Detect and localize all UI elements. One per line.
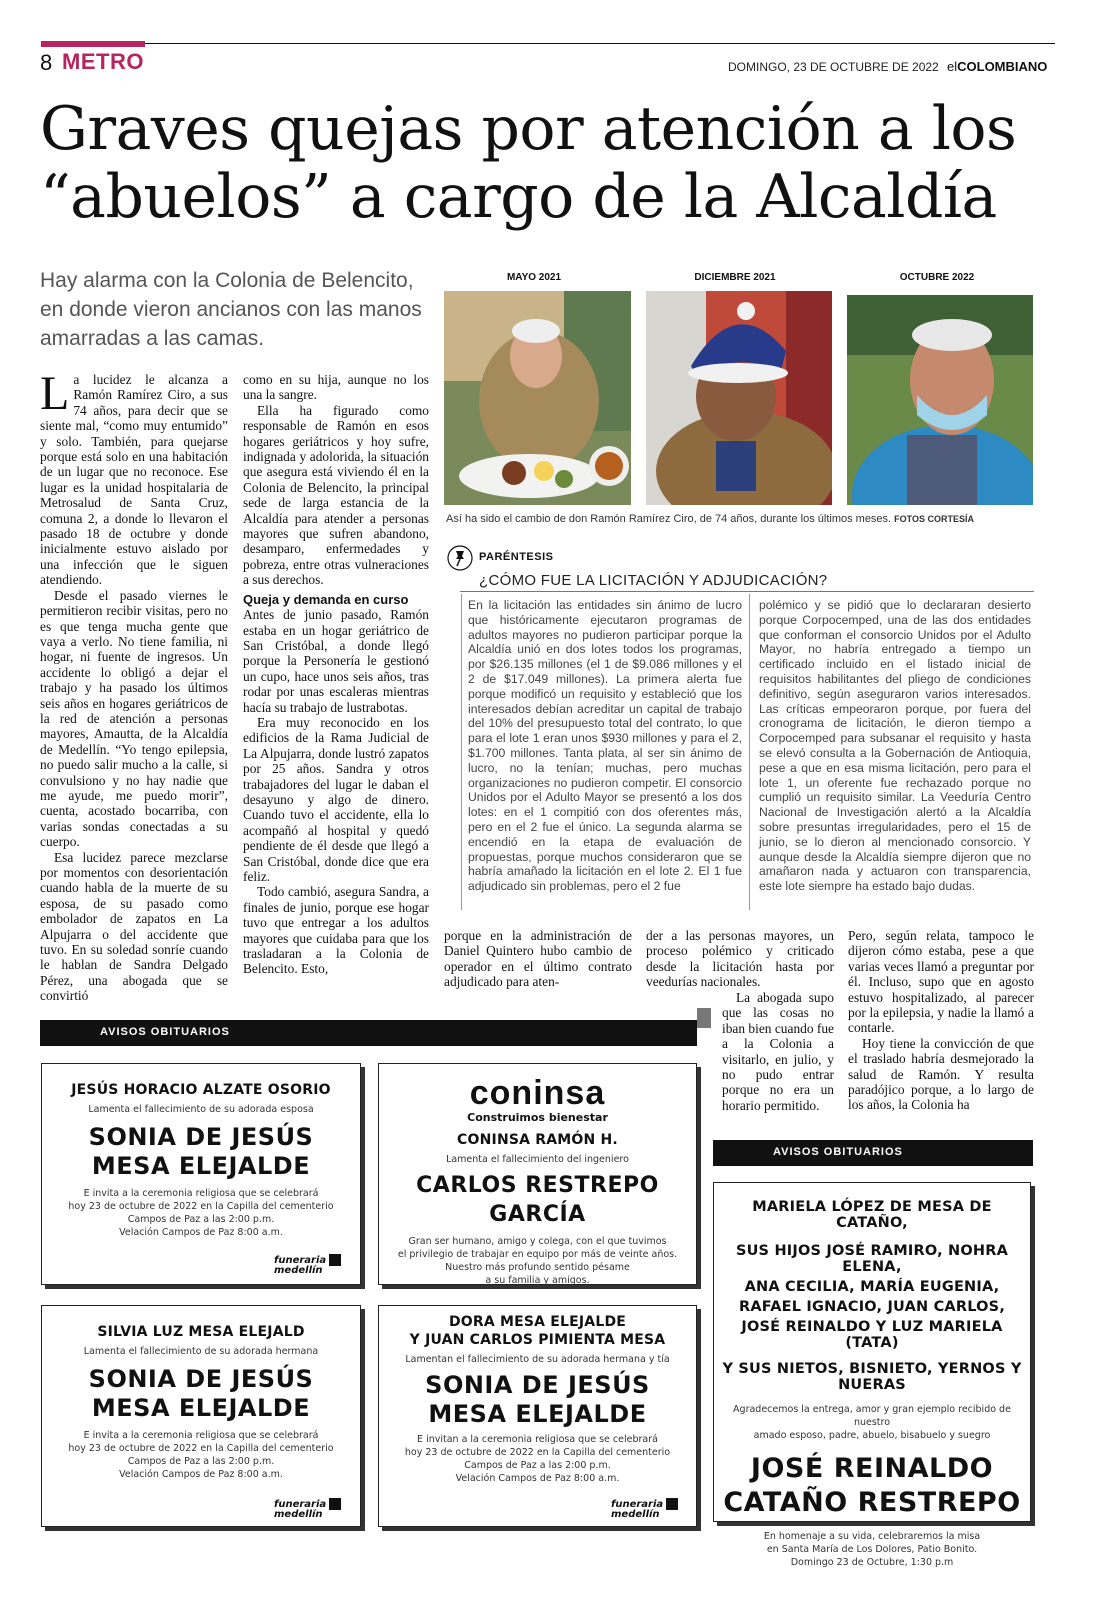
article-column-4-cont [722, 990, 834, 1113]
funeral-home-logo: funeraria medellín [274, 1498, 341, 1520]
drop-cap: L [40, 367, 70, 420]
obituaries-bar: AVISOS OBITUARIOS [40, 1020, 697, 1046]
section-name: METRO [62, 49, 144, 74]
paragraph: porque en la administración de Daniel Quintero hubo cambio de operador en el último contrato adjudicado para aten- [444, 928, 632, 990]
section-accent-bar [41, 41, 145, 47]
deceased-surname: MESA ELEJALDE [91, 1152, 311, 1180]
masthead-name: COLOMBIANO [957, 59, 1048, 74]
photo-credit: FOTOS CORTESÍA [894, 514, 975, 524]
deceased-name: SONIA DE JESÚS [88, 1365, 314, 1393]
paragraph: Desde el pasado viernes le permitieron recibir visitas, pero no es que tenga mucha gente que vaya a verlo. No tiene familia, ni hogar, ni fuente de ingresos. Un accidente lo obligó a dejar el trabajo y ha pasado los últimos seis años en hogares geriátricos de la red de atención a personas mayores, Amautta, de la Alcaldía de Medellín. “Yo tengo epilepsia, no puedo salir mucho a la calle, si convulsiono y no hay nadie que me ayude, me puedo morir”, cuenta, acostado bocarriba, con varias sondas conectadas a su cuerpo. [40, 587, 228, 850]
ad-lament: Lamenta el fallecimiento de su adorada hermana [83, 1346, 319, 1357]
paragraph: Esa lucidez parece mezclarse por momentos con desorientación cuando habla de la muerte de su esposa, de su pasado como embolador de zapatos en La Alpujarra o del accidente que tuvo. En su soledad sonríe cuando le hablan de Sandra Delgado Pérez, una abogada que se convirtió [40, 849, 228, 1004]
ad-sender-2: Y JUAN CARLOS PIMIENTA MESA [409, 1332, 666, 1348]
ad-lament: Lamenta el fallecimiento del ingeniero [446, 1154, 629, 1165]
deceased-name: CARLOS RESTREPO GARCÍA [416, 1173, 659, 1227]
obituary-ad-4: DORA MESA ELEJALDE Y JUAN CARLOS PIMIENTA MESA Lamentan el fallecimiento de su adorada hermana y tía SONIA DE JESÚS MESA ELEJALDE E invitan a la ceremonia religiosa que se celebrará hoy 23 de octubre de 2022 en la Capilla del cementerio Campos de Paz a las 2:00 p.m. Velación Campos de Paz 8:00 a.m. funeraria medellín [378, 1305, 697, 1527]
paragraph: Era muy reconocido en los edificios de la Rama Judicial de La Alpujarra, donde lustró zapatos por 25 años. Sandra y otros trabajadores del lugar le daban el desayuno y algo de dinero. Cuando tuvo el accidente, ella lo acompañó al hospital y quedó pendiente de él desde que llegó a San Cristóbal, donde dice que era feliz. [243, 714, 429, 884]
photo-label: DICIEMBRE 2021 [694, 272, 776, 283]
column-divider [749, 594, 750, 910]
article-column-5 [848, 928, 1034, 1113]
paragraph: Antes de junio pasado, Ramón estaba en un hogar geriátrico de San Cristóbal, a donde llegó porque la Personería le gestionó un cupo, hace unos seis años, tras rodar por unas escaleras mientras hacía su trabajo de lustrabotas. [243, 607, 429, 715]
article-column-4 [646, 928, 834, 990]
subhead: Hay alarma con la Colonia de Belencito, en donde vieron ancianos con las manos amarradas a las camas. [40, 269, 422, 350]
photo-octubre-2022 [847, 295, 1033, 505]
subheading: Queja y demanda en curso [243, 591, 409, 607]
article-column-3 [444, 928, 632, 990]
article-column-1 [40, 367, 228, 1004]
logo-tagline: Construimos bienestar [467, 1111, 608, 1124]
masthead [947, 59, 1047, 74]
obituaries-bar: AVISOS OBITUARIOS [713, 1140, 1033, 1166]
paragraph: La lucidez le alcanza a Ramón Ramírez Ciro, a sus 74 años, para decir que se siente mal, “como muy entumido” y solo. También, para quejarse porque está solo en una habitación de un lugar que no reconoce. Ese lugar es la unidad hospitalaria de Metrosalud de Santa Cruz, comuna 2, a donde lo llevaron el pasado 18 de octubre y donde inicialmente estuvo aislado por una infección que le siguen atendiendo. [40, 367, 228, 588]
deceased-surname: MESA ELEJALDE [428, 1400, 647, 1428]
ad-sender: JESÚS HORACIO ALZATE OSORIO [71, 1082, 331, 1098]
ad-lament: Lamentan el fallecimiento de su adorada hermana y tía [405, 1354, 670, 1365]
box-column-1: En la licitación las entidades sin ánimo de lucro que históricamente ejecutaron programas de adultos mayores no pudieron participar porque la Alcaldía unió en dos lotes todos los programas, por $26.135 millones (el 1 de $9.086 millones y el 2 de $17.049 millones). La primera alerta fue porque modificó un requisito y estableció que los interesados debían acreditar un capital de trabajo del 10% del presupuesto total del contrato, lo que para el lote 1 eran unos $930 millones y para el 2, $1.700 millones. Tanta plata, al ser sin ánimo de lucro, no la tenían; muchas, pero muchas organizaciones no pudieron competir. El consorcio Unidos por el Adulto Mayor se presentó a los dos lotes: en el 1 compitió con dos oferentes más, pero en el 2 fue el único. La segunda alarma se encendió en la etapa de evaluación de propuestas, porque muchos consideraron que se habría amañado la licitación en el lote 2. El 1 fue adjudicado sin problemas, pero el 2 fue [468, 598, 742, 894]
box-title-rule [460, 591, 1034, 592]
ad-sender: SILVIA LUZ MESA ELEJALD [97, 1324, 305, 1340]
article-column-2 [243, 372, 429, 977]
photo-diciembre-2021 [646, 291, 832, 505]
issue-date: DOMINGO, 23 DE OCTUBRE DE 2022 [728, 60, 939, 74]
deceased-name: JOSÉ REINALDO [750, 1453, 994, 1484]
deceased-surname: MESA ELEJALDE [91, 1394, 311, 1422]
box-title: ¿CÓMO FUE LA LICITACIÓN Y ADJUDICACIÓN? [479, 572, 828, 589]
paragraph: Ella ha figurado como responsable de Ramón en esos hogares geriátricos y hoy sufre, indignada y adolorida, la situación que asegura está viviendo él en la Colonia de Belencito, la principal sede de larga estancia de la Alcaldía para atender a personas mayores que sufren abandono, desamparo, enfermedades y pobreza, entre otras vulneraciones a sus derechos. [243, 402, 429, 588]
photo-mayo-2021 [444, 291, 631, 505]
coninsa-logo: coninsa [469, 1074, 606, 1112]
box-column-2: polémico y se pidió que lo declararan desierto porque Corpocemped, una de las dos entidades que conforman el consorcio Unidos por el Adulto Mayor, no habría entregado a tiempo un certificado incluido en el listado inicial de requisitos habilitantes del pliego de condiciones definitivo, según aseguraron varios interesados. Las críticas empeoraron porque, por fuera del cronograma de licitación, le dieron tiempo a Corpocemped para subsanar el requisito y hasta se elevó consulta a la Gobernación de Antioquia, pese a que en esa misma licitación, pero para el lote 1, un oferente fue rechazado porque no cumplió un requisito similar. La Veeduría Centro Nacional de Investigación alertó a la Alcaldía sobre presuntas irregularidades, pero el 15 de junio, se lo dieron al mencionado consorcio. Y aunque desde la Alcaldía siempre dijeron que no amañaron nada y actuaron con transparencia, este lote siempre ha estado bajo dudas. [759, 598, 1031, 894]
ad-sender: CONINSA RAMÓN H. [457, 1132, 618, 1148]
pin-icon [447, 545, 473, 571]
deceased-name: SONIA DE JESÚS [425, 1371, 650, 1399]
obituary-ad-2: coninsa Construimos bienestar CONINSA RAMÓN H. Lamenta el fallecimiento del ingeniero CARLOS RESTREPO GARCÍA Gran ser humano, amigo y colega, con el que tuvimos el privilegio de trabajar en equipo por más de veinte años. Nuestro más profundo sentido pésame a su familia y amigos. [378, 1063, 697, 1285]
ad-sender: DORA MESA ELEJALDE [448, 1314, 627, 1330]
photo-caption: Así ha sido el cambio de don Ramón Ramírez Ciro, de 74 años, durante los últimos meses. FOTOS CORTESÍA [446, 513, 975, 525]
obituary-ad-1: JESÚS HORACIO ALZATE OSORIO Lamenta el fallecimiento de su adorada esposa SONIA DE JESÚS MESA ELEJALDE E invita a la ceremonia religiosa que se celebrará hoy 23 de octubre de 2022 en la Capilla del cementerio Campos de Paz a las 2:00 p.m. Velación Campos de Paz 8:00 a.m. funeraria medellín [41, 1063, 361, 1285]
photo-label: MAYO 2021 [506, 272, 562, 283]
funeral-home-logo: funeraria medellín [611, 1498, 678, 1520]
deceased-surname: CATAÑO RESTREPO [723, 1487, 1021, 1518]
photo-label: OCTUBRE 2022 [899, 272, 975, 283]
obituary-ad-5: MARIELA LÓPEZ DE MESA DE CATAÑO, SUS HIJOS JOSÉ RAMIRO, NOHRA ELENA, ANA CECILIA, MARÍA EUGENIA, RAFAEL IGNACIO, JUAN CARLOS, JOSÉ REINALDO Y LUZ MARIELA (TATA) Y SUS NIETOS, BISNIETO, YERNOS Y NUERAS Agradecemos la entrega, amor y gran ejemplo recibido de nuestro amado esposo, padre, abuelo, bisabuelo y suegro JOSÉ REINALDO CATAÑO RESTREPO En homenaje a su vida, celebraremos la misa en Santa María de Los Dolores, Patio Bonito. Domingo 23 de Octubre, 1:30 p.m [713, 1182, 1031, 1522]
box-tag: PARÉNTESIS [479, 551, 554, 563]
obituary-ad-3: SILVIA LUZ MESA ELEJALD Lamenta el fallecimiento de su adorada hermana SONIA DE JESÚS MESA ELEJALDE E invita a la ceremonia religiosa que se celebrará hoy 23 de octubre de 2022 en la Capilla del cementerio Campos de Paz a las 2:00 p.m. Velación Campos de Paz 8:00 a.m. funeraria medellín [41, 1305, 361, 1527]
bar-shadow [697, 1008, 711, 1028]
masthead-prefix: el [947, 59, 958, 74]
paragraph: Hoy tiene la convicción de que el traslado habría desmejorado la salud de Ramón. Y resulta paradójico porque, a lo largo de los años, la Colonia ha [848, 1035, 1034, 1113]
column-divider [461, 594, 462, 910]
headline: Graves quejas por atención a los “abuelos” a cargo de la Alcaldía [40, 94, 1017, 232]
paragraph: La abogada supo que las cosas no iban bien cuando fue a la Colonia a visitarlo, en julio, y no pudo entrar porque no era un horario permitido. [722, 990, 834, 1113]
header-rule [145, 43, 1055, 44]
paragraph: como en su hija, aunque no los una la sangre. [243, 372, 429, 403]
funeral-home-logo: funeraria medellín [274, 1254, 341, 1276]
deceased-name: SONIA DE JESÚS [88, 1123, 314, 1151]
paragraph: Pero, según relata, tampoco le dijeron cómo estaba, pese a que varias veces llamó a preguntar por él. Incluso, supo que en agosto estuvo hospitalizado, al parecer por la epilepsia, y nadie la llamó a contarle. [848, 928, 1034, 1036]
page-number: 8 [40, 50, 53, 75]
paragraph: der a las personas mayores, un proceso polémico y criticado desde la licitación hasta por veedurías nacionales. [646, 928, 834, 990]
paragraph: Todo cambió, asegura Sandra, a finales de junio, porque ese hogar tuvo que entregar a los adultos mayores que cuidaba para que los trasladaran a la Colonia de Belencito. Esto, [243, 884, 429, 977]
ad-lament: Lamenta el fallecimiento de su adorada esposa [88, 1104, 314, 1115]
